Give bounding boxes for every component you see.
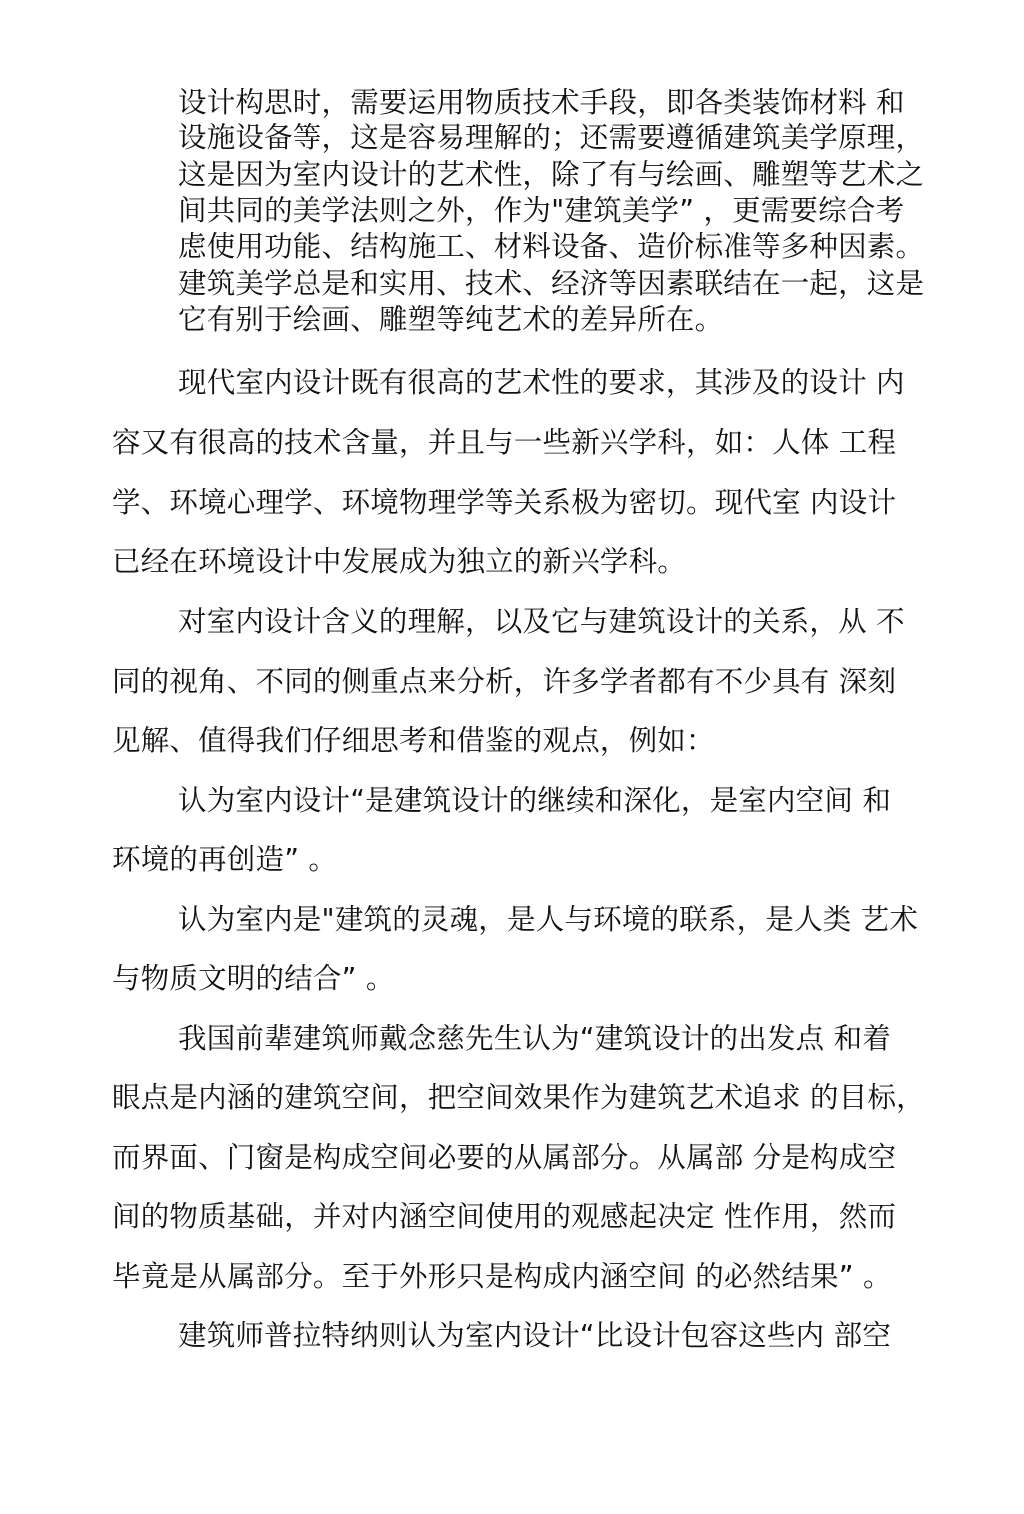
paragraph-2-line-2: 容又有很高的技术含量，并且与一些新兴学科，如：人体 工程 <box>112 426 897 459</box>
paragraph-1-line-3: 这是因为室内设计的艺术性，除了有与绘画、雕塑等艺术之 <box>178 158 925 191</box>
paragraph-1-line-7: 它有别于绘画、雕塑等纯艺术的差异所在。 <box>178 303 724 336</box>
paragraph-2-line-4: 已经在环境设计中发展成为独立的新兴学科。 <box>112 545 687 578</box>
paragraph-4-line-2: 环境的再创造” 。 <box>112 843 338 876</box>
paragraph-1-line-2: 设施设备等，这是容易理解的；还需要遵循建筑美学原理， <box>178 121 925 154</box>
paragraph-6-line-4: 间的物质基础，并对内涵空间使用的观感起决定 性作用，然而 <box>112 1200 897 1233</box>
paragraph-3-line-2: 同的视角、不同的侧重点来分析，许多学者都有不少具有 深刻 <box>112 665 897 698</box>
paragraph-4-line-1: 认为室内设计“是建筑设计的继续和深化，是室内空间 和 <box>178 784 892 817</box>
paragraph-5-line-1: 认为室内是"建筑的灵魂，是人与环境的联系，是人类 艺术 <box>178 903 919 936</box>
paragraph-7-line-1: 建筑师普拉特纳则认为室内设计“比设计包容这些内 部空 <box>178 1319 892 1352</box>
paragraph-1-line-5: 虑使用功能、结构施工、材料设备、造价标准等多种因素。 <box>178 230 925 263</box>
paragraph-6-line-5: 毕竟是从属部分。至于外形只是构成内涵空间 的必然结果” 。 <box>112 1260 892 1293</box>
paragraph-2-line-3: 学、环境心理学、环境物理学等关系极为密切。现代室 内设计 <box>112 486 897 519</box>
paragraph-3-line-1: 对室内设计含义的理解，以及它与建筑设计的关系，从 不 <box>178 605 905 638</box>
paragraph-1-line-1: 设计构思时，需要运用物质技术手段，即各类装饰材料 和 <box>178 86 905 119</box>
paragraph-1-line-6: 建筑美学总是和实用、技术、经济等因素联结在一起，这是 <box>178 267 925 300</box>
paragraph-2-line-1: 现代室内设计既有很高的艺术性的要求，其涉及的设计 内 <box>178 366 905 399</box>
paragraph-3-line-3: 见解、值得我们仔细思考和借鉴的观点，例如： <box>112 724 715 757</box>
paragraph-6-line-1: 我国前辈建筑师戴念慈先生认为“建筑设计的出发点 和着 <box>178 1022 892 1055</box>
paragraph-6-line-3: 而界面、门窗是构成空间必要的从属部分。从属部 分是构成空 <box>112 1141 897 1174</box>
paragraph-1-line-4: 间共同的美学法则之外，作为"建筑美学” ，更需要综合考 <box>178 194 905 227</box>
paragraph-5-line-2: 与物质文明的结合” 。 <box>112 962 395 995</box>
paragraph-6-line-2: 眼点是内涵的建筑空间，把空间效果作为建筑艺术追求 的目标， <box>112 1081 925 1114</box>
